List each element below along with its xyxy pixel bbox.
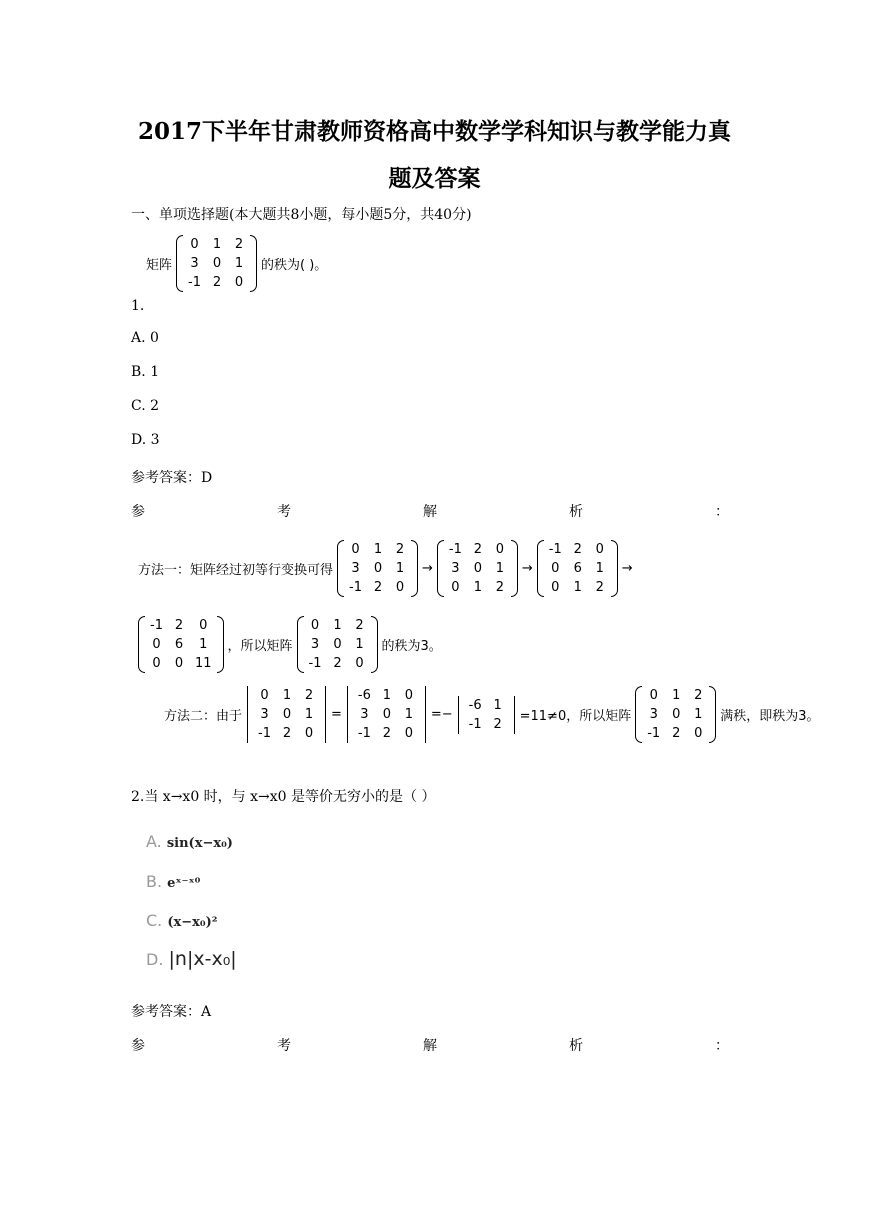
matrix-cell: 3 [351, 561, 360, 576]
q2-explanation-heading [131, 1035, 729, 1055]
q1-option-a: A. 0 [131, 330, 159, 346]
q1-method2 [164, 686, 819, 743]
matrix-cell: 0 [355, 656, 364, 671]
matrix-row [444, 578, 511, 597]
matrix-row [642, 705, 709, 724]
matrix-cell: 2 [573, 542, 582, 557]
explain-char: ： [715, 1038, 729, 1054]
q2-option-letter: C. [146, 911, 163, 930]
matrix-cell: -1 [188, 275, 201, 290]
matrix-cell: 1 [672, 688, 681, 703]
matrix-cell: 1 [694, 707, 703, 722]
matrix-cell: 2 [382, 726, 391, 741]
matrix-cell: 2 [304, 688, 314, 703]
matrix-row [353, 686, 420, 705]
matrix-row [353, 724, 420, 743]
matrix-cell: 1 [473, 580, 482, 595]
matrix-cell: 0 [333, 637, 342, 652]
matrix-cell: 3 [451, 561, 460, 576]
q2-answer: 参考答案：A [131, 1004, 212, 1020]
explain-char: 析 [569, 504, 583, 520]
q1-stem-matrix [176, 235, 257, 292]
matrix-row [183, 254, 250, 273]
explain-char: 析 [569, 1038, 583, 1054]
method1-label: 方法一：矩阵经过初等行变换可得 [138, 563, 334, 578]
arrow-icon: → [421, 561, 433, 576]
matrix-cell: 0 [212, 256, 222, 271]
matrix-cell: 2 [174, 618, 184, 633]
matrix-row [642, 724, 709, 743]
arrow-icon: → [621, 561, 633, 576]
q1-explanation-heading [131, 501, 729, 521]
matrix-cell: 0 [260, 688, 269, 703]
matrix-cell: 3 [360, 707, 369, 722]
matrix-cell: 2 [694, 688, 703, 703]
method2-det-1 [246, 686, 327, 743]
method2-det-2 [346, 686, 427, 743]
explain-char: 参 [131, 504, 145, 520]
page-title-line2: 题及答案 [388, 165, 481, 192]
equals-sign: = [330, 707, 342, 722]
matrix-row [544, 578, 611, 597]
matrix-cell: 0 [152, 656, 161, 671]
method2-matrix [635, 686, 716, 743]
matrix-cell: 1 [493, 697, 502, 713]
matrix-row [304, 635, 371, 654]
matrix-cell: 2 [495, 580, 504, 595]
matrix-row [183, 235, 250, 254]
q2-option-letter: B. [146, 872, 163, 891]
matrix-cell: 0 [404, 726, 413, 741]
q1-method1 [138, 540, 633, 597]
matrix-cell: -1 [647, 726, 661, 741]
matrix-cell: 11 [194, 656, 212, 671]
matrix-cell: -6 [357, 688, 371, 703]
matrix-cell: 0 [234, 275, 244, 290]
matrix-row [353, 705, 420, 724]
matrix-row [444, 559, 511, 578]
method1-matrix-1 [337, 540, 418, 597]
explain-char: 考 [277, 1038, 291, 1054]
matrix-row [544, 540, 611, 559]
matrix-cell: 3 [649, 707, 658, 722]
matrix-cell: 1 [395, 561, 405, 576]
method2-end: 满秩，即秩为3。 [720, 709, 820, 724]
matrix-cell: 0 [304, 726, 314, 741]
matrix-cell: 0 [404, 688, 413, 703]
explain-char: ： [715, 504, 729, 520]
matrix-cell: 3 [190, 256, 199, 271]
matrix-cell: 0 [649, 688, 658, 703]
matrix-cell: 1 [382, 688, 391, 703]
matrix-cell: 0 [282, 707, 292, 722]
q2-option-a [146, 832, 233, 851]
q2-option-expr: sin(x−x₀) [166, 836, 233, 851]
q2-option-letter: D. [146, 950, 164, 969]
matrix-row [344, 578, 411, 597]
matrix-cell: 0 [373, 561, 383, 576]
method1-rank-text: 的秩为3。 [381, 639, 442, 654]
matrix-cell: 1 [573, 580, 582, 595]
page-title-line1: 2017下半年甘肃教师资格高中数学学科知识与教学能力真 [137, 118, 731, 145]
matrix-cell: 1 [282, 688, 292, 703]
matrix-cell: -1 [357, 726, 371, 741]
matrix-cell: 2 [333, 656, 342, 671]
explain-char: 参 [131, 1038, 145, 1054]
q2-option-letter: A. [146, 832, 162, 851]
matrix-cell: 1 [355, 637, 364, 652]
matrix-cell: 1 [333, 618, 342, 633]
q1-method1-result [138, 616, 442, 673]
matrix-cell: 6 [174, 637, 184, 652]
q2-option-expr: eˣ⁻ˣ⁰ [167, 876, 201, 891]
matrix-cell: 0 [595, 542, 604, 557]
equals-neg-sign: =− [430, 707, 453, 722]
matrix-cell: 3 [260, 707, 269, 722]
matrix-cell: -1 [308, 656, 322, 671]
matrix-cell: -1 [150, 618, 163, 633]
q1-option-d: D. 3 [131, 432, 160, 448]
matrix-cell: 0 [190, 237, 199, 252]
matrix-cell: 2 [595, 580, 604, 595]
q1-stem-image [146, 235, 327, 292]
explain-char: 解 [423, 1038, 437, 1054]
matrix-cell: 2 [473, 542, 482, 557]
matrix-cell: 1 [304, 707, 314, 722]
matrix-cell: 1 [373, 542, 383, 557]
matrix-cell: -1 [349, 580, 362, 595]
matrix-cell: 2 [282, 726, 292, 741]
matrix-cell: 3 [310, 637, 320, 652]
section-heading: 一、单项选择题(本大题共8小题，每小题5分，共40分) [131, 207, 472, 223]
method1-matrix-4 [138, 616, 224, 673]
method1-so-text: ，所以矩阵 [227, 639, 293, 654]
matrix-cell: 2 [373, 580, 383, 595]
matrix-row [642, 686, 709, 705]
q1-number: 1. [131, 298, 145, 314]
matrix-cell: -1 [468, 716, 482, 732]
matrix-row [145, 654, 217, 673]
matrix-row [253, 705, 320, 724]
matrix-cell: -1 [258, 726, 271, 741]
q1-stem-prefix: 矩阵 [146, 258, 173, 273]
matrix-cell: 0 [495, 542, 504, 557]
matrix-cell: 6 [573, 561, 582, 576]
method1-matrix-2 [437, 540, 518, 597]
matrix-cell: 0 [672, 707, 681, 722]
matrix-row [344, 559, 411, 578]
matrix-cell: 2 [234, 237, 244, 252]
matrix-row [544, 559, 611, 578]
matrix-cell: -6 [468, 697, 482, 713]
matrix-cell: 1 [495, 561, 504, 576]
matrix-row [304, 654, 371, 673]
matrix-cell: 0 [152, 637, 161, 652]
method1-matrix-3 [537, 540, 618, 597]
matrix-cell: 1 [595, 561, 604, 576]
matrix-cell: 1 [212, 237, 222, 252]
q1-answer: 参考答案：D [131, 470, 213, 486]
q2-option-expr: |n|x-x₀| [168, 948, 237, 970]
q2-stem: 2.当 x→x0 时，与 x→x0 是等价无穷小的是（ ） [131, 789, 436, 805]
matrix-cell: 2 [355, 618, 364, 633]
matrix-cell: 2 [212, 275, 222, 290]
matrix-row [253, 686, 320, 705]
matrix-row [304, 616, 371, 635]
matrix-row [464, 696, 509, 715]
matrix-row [464, 715, 509, 734]
arrow-icon: → [521, 561, 533, 576]
q2-option-c [146, 911, 217, 930]
matrix-row [145, 616, 217, 635]
matrix-cell: 0 [694, 726, 703, 741]
explain-char: 解 [423, 504, 437, 520]
matrix-cell: 2 [672, 726, 681, 741]
matrix-row [444, 540, 511, 559]
method2-label: 方法二：由于 [164, 709, 243, 724]
matrix-cell: 0 [351, 542, 360, 557]
method2-tail: =11≠0，所以矩阵 [519, 709, 632, 724]
matrix-cell: 1 [404, 707, 413, 722]
matrix-cell: 0 [174, 656, 184, 671]
explain-char: 考 [277, 504, 291, 520]
matrix-cell: 0 [395, 580, 405, 595]
matrix-cell: 0 [551, 580, 560, 595]
matrix-cell: 0 [199, 618, 208, 633]
matrix-row [183, 273, 250, 292]
matrix-cell: -1 [548, 542, 562, 557]
q2-option-b [146, 872, 200, 891]
matrix-row [145, 635, 217, 654]
matrix-row [253, 724, 320, 743]
q1-option-c: C. 2 [131, 398, 160, 414]
matrix-cell: 0 [310, 618, 320, 633]
matrix-cell: 0 [473, 561, 482, 576]
method1-matrix-original [297, 616, 378, 673]
method2-det-3 [457, 696, 516, 734]
matrix-cell: 0 [551, 561, 560, 576]
q2-option-expr: (x−x₀)² [167, 915, 218, 930]
q1-option-b: B. 1 [131, 364, 160, 380]
matrix-cell: 1 [199, 637, 208, 652]
matrix-cell: 0 [382, 707, 391, 722]
matrix-cell: 2 [493, 716, 502, 732]
q2-option-d [146, 948, 237, 970]
matrix-row [344, 540, 411, 559]
matrix-cell: -1 [448, 542, 462, 557]
matrix-cell: 2 [395, 542, 405, 557]
q1-stem-suffix: 的秩为( )。 [260, 258, 328, 273]
matrix-cell: 0 [451, 580, 460, 595]
matrix-cell: 1 [234, 256, 244, 271]
